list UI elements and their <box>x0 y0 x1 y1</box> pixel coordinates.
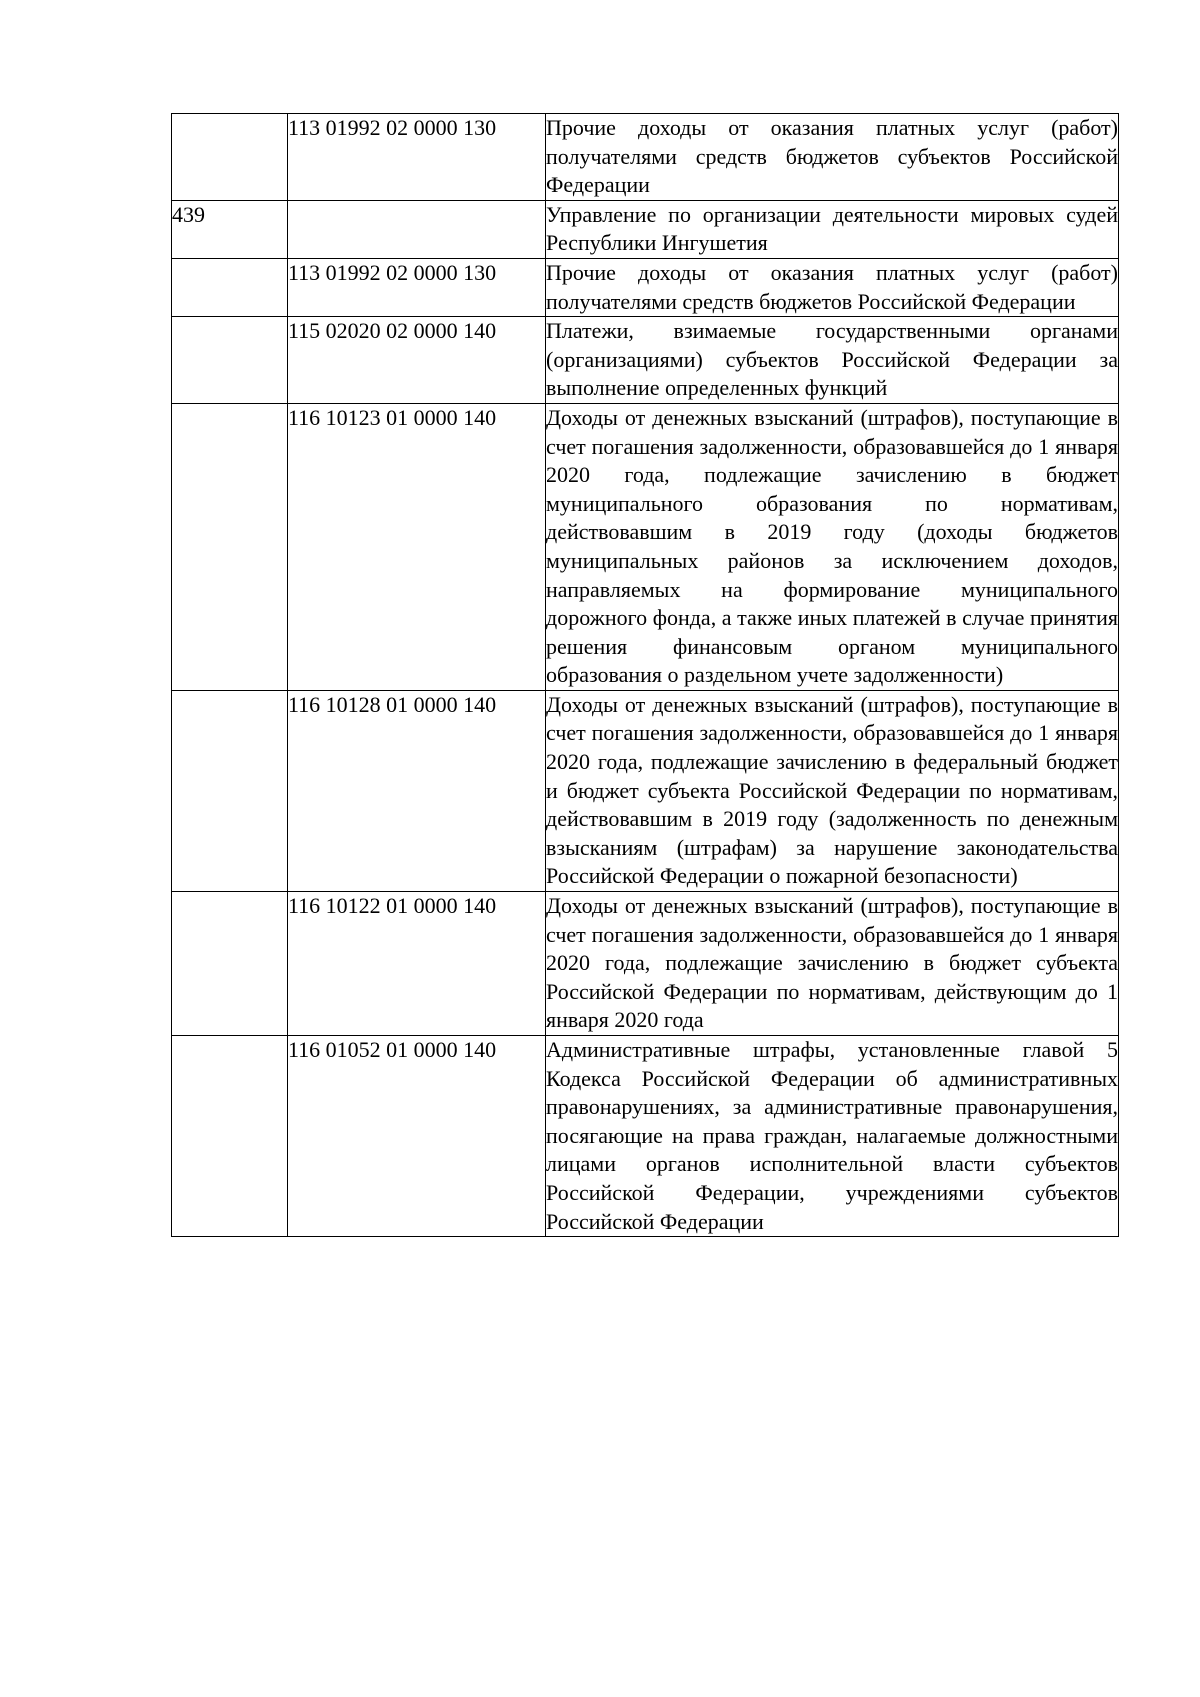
revenue-code-cell <box>288 200 546 258</box>
admin-code-cell <box>172 317 288 404</box>
admin-code-cell <box>172 258 288 316</box>
table-row <box>172 1036 1119 1237</box>
description-cell: Доходы от денежных взысканий (штрафов), поступающие в счет погашения задолженности, образовавшейся до 1 января 2020 года, подлежащие зачислению в бюджет муниципального образования по нормативам, действовавшим в 2019 году (доходы бюджетов муниципальных районов за исключением доходов, направляемых на формирование муниципального дорожного фонда, а также иных платежей в случае принятия решения финансовым органом муниципального образования о раздельном учете задолженности) <box>546 403 1119 690</box>
description-cell: Прочие доходы от оказания платных услуг (работ) получателями средств бюджетов Российской Федерации <box>546 258 1119 316</box>
admin-code-cell <box>172 690 288 891</box>
admin-code-cell <box>172 892 288 1036</box>
admin-code-cell <box>172 1036 288 1237</box>
revenue-codes-table <box>171 113 1119 1237</box>
table-row <box>172 690 1119 891</box>
description-cell: Административные штрафы, установленные главой 5 Кодекса Российской Федерации об административных правонарушениях, за административные правонарушения, посягающие на права граждан, налагаемые должностными лицами органов исполнительной власти субъектов Российской Федерации, учреждениями субъектов Российской Федерации <box>546 1036 1119 1237</box>
revenue-code-cell: 116 01052 01 0000 140 <box>288 1036 546 1237</box>
revenue-code-cell: 115 02020 02 0000 140 <box>288 317 546 404</box>
revenue-code-cell: 116 10122 01 0000 140 <box>288 892 546 1036</box>
description-cell: Прочие доходы от оказания платных услуг (работ) получателями средств бюджетов субъектов Российской Федерации <box>546 114 1119 201</box>
revenue-code-cell: 116 10128 01 0000 140 <box>288 690 546 891</box>
admin-code-cell <box>172 114 288 201</box>
table-row <box>172 892 1119 1036</box>
table-row <box>172 317 1119 404</box>
admin-code-cell: 439 <box>172 200 288 258</box>
table-row <box>172 258 1119 316</box>
admin-code-cell <box>172 403 288 690</box>
table-row <box>172 200 1119 258</box>
revenue-code-cell: 113 01992 02 0000 130 <box>288 258 546 316</box>
description-cell: Доходы от денежных взысканий (штрафов), поступающие в счет погашения задолженности, образовавшейся до 1 января 2020 года, подлежащие зачислению в бюджет субъекта Российской Федерации по нормативам, действующим до 1 января 2020 года <box>546 892 1119 1036</box>
table-row <box>172 403 1119 690</box>
description-cell: Доходы от денежных взысканий (штрафов), поступающие в счет погашения задолженности, образовавшейся до 1 января 2020 года, подлежащие зачислению в федеральный бюджет и бюджет субъекта Российской Федерации по нормативам, действовавшим в 2019 году (задолженность по денежным взысканиям (штрафам) за нарушение законодательства Российской Федерации о пожарной безопасности) <box>546 690 1119 891</box>
description-cell: Управление по организации деятельности мировых судей Республики Ингушетия <box>546 200 1119 258</box>
table-row <box>172 114 1119 201</box>
revenue-code-cell: 116 10123 01 0000 140 <box>288 403 546 690</box>
revenue-code-cell: 113 01992 02 0000 130 <box>288 114 546 201</box>
description-cell: Платежи, взимаемые государственными органами (организациями) субъектов Российской Федерации за выполнение определенных функций <box>546 317 1119 404</box>
